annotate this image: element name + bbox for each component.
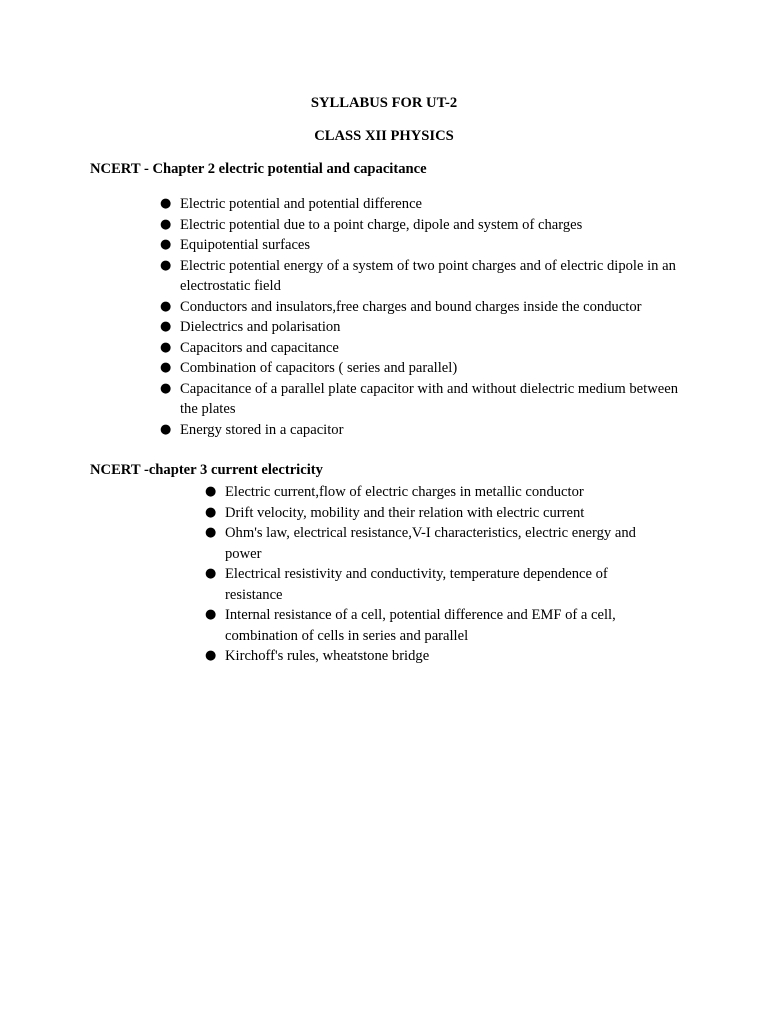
list-item: ● Ohm's law, electrical resistance,V-I characteristics, electric energy and power <box>205 525 636 562</box>
list-item: ● Electric current,flow of electric charges in metallic conductor <box>203 482 653 503</box>
bullet-icon: ● <box>205 566 217 581</box>
list-item: ● Kirchoff's rules, wheatstone bridge <box>203 646 653 667</box>
bullet-icon: ● <box>160 380 172 396</box>
list-item: ● Equipotential surfaces <box>158 235 698 256</box>
list-item: ● Conductors and insulators,free charges and bound charges inside the conductor <box>158 297 698 318</box>
bullet-icon: ● <box>160 360 172 375</box>
list-item: ● Drift velocity, mobility and their relation with electric current <box>203 503 653 524</box>
bullet-icon: ● <box>160 257 172 273</box>
bullet-icon: ● <box>160 339 172 355</box>
bullet-icon: ● <box>160 298 172 314</box>
bullet-icon: ● <box>160 319 172 334</box>
bullet-list-chapter-2 <box>158 194 698 440</box>
list-item: ● Dielectrics and polarisation <box>158 317 698 338</box>
bullet-list-chapter-3 <box>203 482 653 667</box>
list-item: ● Combination of capacitors ( series and parallel) <box>158 358 698 379</box>
bullet-icon: ● <box>205 504 217 520</box>
list-item: ● Electric potential and potential difference <box>158 194 698 215</box>
document-subtitle: CLASS XII PHYSICS <box>314 128 454 144</box>
section-heading-chapter-2: NCERT - Chapter 2 electric potential and capacitance <box>90 161 427 177</box>
bullet-icon: ● <box>205 607 217 622</box>
list-item: ● Capacitors and capacitance <box>158 338 698 359</box>
list-item: ● Capacitance of a parallel plate capacitor with and without dielectric medium between the plates <box>160 380 678 417</box>
bullet-icon: ● <box>160 216 172 232</box>
bullet-icon: ● <box>160 237 172 252</box>
list-item: ● Electrical resistivity and conductivity, temperature dependence of resistance <box>205 566 608 603</box>
bullet-icon: ● <box>160 196 172 211</box>
document-title: SYLLABUS FOR UT-2 <box>310 95 458 111</box>
list-item: ● Electric potential due to a point charge, dipole and system of charges <box>158 215 698 236</box>
bullet-icon: ● <box>205 525 217 540</box>
bullet-icon: ● <box>160 421 172 437</box>
bullet-icon: ● <box>205 648 217 663</box>
section-heading-chapter-3: NCERT -chapter 3 current electricity <box>90 462 323 478</box>
list-item: ● Internal resistance of a cell, potential difference and EMF of a cell, combination of cells in series and parallel <box>205 607 616 644</box>
bullet-icon: ● <box>205 484 217 499</box>
list-item: ● Electric potential energy of a system of two point charges and of electric dipole in an electrostatic field <box>160 257 676 294</box>
list-item: ● Energy stored in a capacitor <box>158 420 698 441</box>
